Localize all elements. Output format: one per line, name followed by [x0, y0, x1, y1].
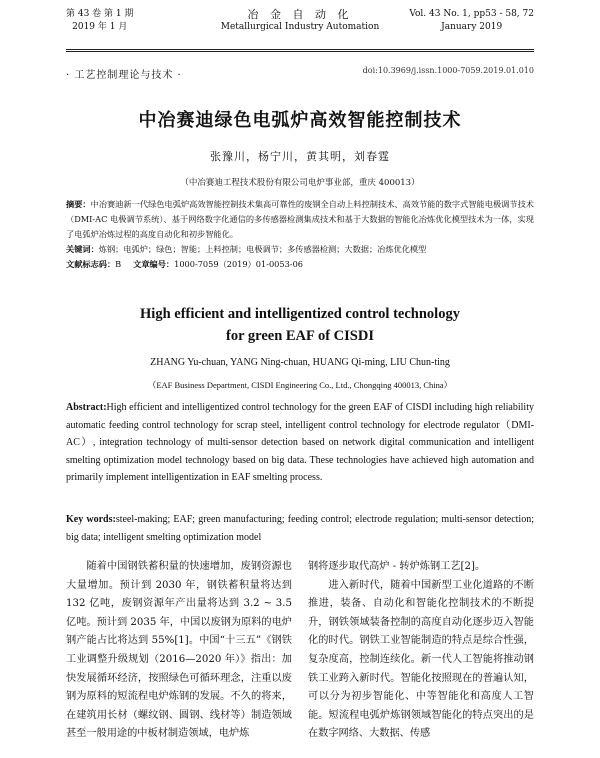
authors-cn: 张豫川，杨宁川，黄其明，刘春霆 — [210, 150, 390, 163]
body-column-left — [66, 558, 292, 744]
clc-value: B — [115, 259, 122, 269]
body-paragraph-2: 进入新时代，随着中国新型工业化道路的不断推进，装备、自动化和智能化控制技术的不断提升，钢铁领域装备控制的高度自动化逐步迈入智能化的时代。钢铁工业智能制造的特点是综合性强，复杂度高，控制连续化。新一代人工智能将推动钢铁工业跨入新时代。智能化按照现在的普遍认知，可以分为初步智能化、中等智能化和高度人工智能。短流程电弧炉炼钢领域智能化的特点突出的是在数字网络、大数据、传感 — [308, 579, 534, 740]
page-title-cn: 中冶赛迪绿色电弧炉高效智能控制技术 — [138, 110, 462, 131]
abstract-en-text: High efficient and intelligentized control technology for the green EAF of CISDI including high reliability automatic feeding control technology for scrap steel, intelligent control technology for electrode regulator（DMI-AC）, integration technology of multi-sensor detection based on network digital communication and intelligent smelting optimization model technology based on big data. These technologies have achieved high automation and primarily implement intelligentization in EAF smelting process. — [66, 402, 534, 483]
body-paragraph-1: 随着中国钢铁蓄积量的快速增加，废钢资源也大量增加。预计到 2030 年，钢铁蓄积量将达到 132 亿吨，废钢资源年产出量将达到 3.2 ~ 3.5 亿吨。预计到 2035 年，中国以废钢为原料的电炉钢产能占比将达到 55%[1]。中国“十三五”《钢铁工业调整升级规划（2016—2020 年）》指出：加快发展循环经济，按照绿色可循环理念，注重以废钢为原料的短流程电炉炼钢的发展。不久的将来，在建筑用长材（螺纹钢、圆钢、线材等）制造领域甚至一般用途的中板材制造领域，电炉炼 — [66, 561, 292, 740]
title-en-line2: for green EAF of CISDI — [226, 328, 374, 344]
header-date-en: January 2019 — [441, 22, 503, 32]
keywords-cn-text: 炼钢；电弧炉；绿色；智能；上料控制；电极调节；多传感器检测；大数据；冶炼优化模型 — [98, 244, 427, 254]
header-date-cn: 2019 年 1 月 — [72, 22, 128, 32]
authors-en: ZHANG Yu-chuan, YANG Ning-chuan, HUANG Qi-ming, LIU Chun-ting — [150, 357, 450, 368]
header-issue-en — [409, 8, 534, 34]
affiliation-cn: （中冶赛迪工程技术股份有限公司电炉事业部，重庆 400013） — [180, 178, 420, 188]
header-volume-en: Vol. 43 No. 1, pp53 - 58, 72 — [409, 9, 534, 19]
keywords-cn — [66, 242, 534, 257]
affiliation-en: （EAF Business Department, CISDI Engineering Co., Ltd., Chongqing 400013, China） — [147, 380, 453, 390]
abstract-en-label: Abstract: — [66, 402, 107, 413]
section-row — [66, 66, 534, 80]
article-no-value: 1000-7059（2019）01-0053-06 — [174, 259, 303, 269]
keywords-en-label: Key words: — [66, 514, 116, 525]
clc-label: 文献标志码： — [66, 259, 116, 269]
doi[interactable]: doi:10.3969/j.issn.1000-7059.2019.01.010 — [362, 66, 534, 75]
section-label: · 工艺控制理论与技术 · — [66, 70, 182, 81]
abstract-cn-text: 中冶赛迪新一代绿色电弧炉高效智能控制技术集高可靠性的废钢全自动上料控制技术、高效节能的数字式智能电极调节技术（DMI-AC 电极调节系统）、基于网络数字化通信的多传感器检测集成技术和基于大数据的智能化冶炼优化模型技术为一体，实现了电弧炉冶炼过程的高度自动化和初步智能化。 — [66, 199, 534, 239]
keywords-en-text: steel-making; EAF; green manufacturing; feeding control; electrode regulation; multi-sensor detection; big data; intelligent smelting optimization model — [66, 514, 534, 543]
header-volume-cn: 第 43 卷 第 1 期 — [66, 9, 134, 19]
header-rule-bottom — [66, 51, 534, 52]
article-meta-cn — [66, 257, 534, 272]
keywords-en — [66, 511, 534, 546]
page-title-en — [0, 303, 600, 347]
keywords-cn-label: 关键词： — [66, 244, 99, 254]
abstract-en — [66, 399, 534, 487]
journal-header — [66, 8, 534, 48]
body-paragraph-continued: 钢将逐步取代高炉 - 转炉炼钢工艺[2]。 — [308, 561, 486, 572]
title-en-line1: High efficient and intelligentized control technology — [140, 306, 460, 322]
journal-name-cn: 冶 金 自 动 化 — [247, 8, 353, 21]
article-no-label: 文章编号： — [133, 259, 175, 269]
abstract-cn-label: 摘要： — [66, 199, 91, 209]
abstract-cn — [66, 197, 534, 272]
journal-name-en: Metallurgical Industry Automation — [220, 22, 380, 32]
header-rule-top — [66, 49, 534, 50]
body-column-right — [308, 558, 534, 744]
